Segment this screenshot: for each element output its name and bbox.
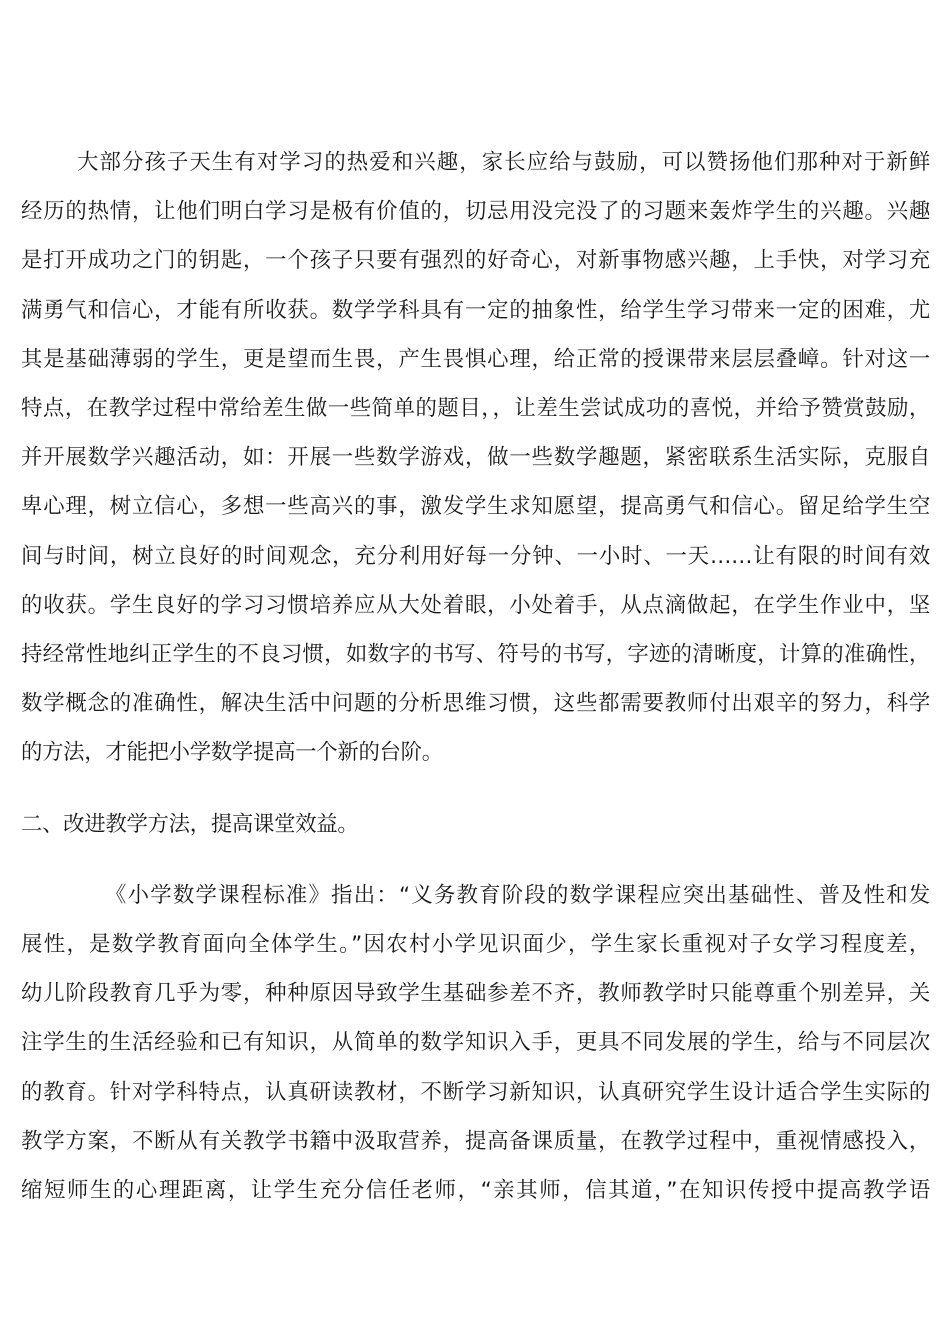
text-line: 数学概念的准确性，解决生活中问题的分析思维习惯，这些都需要教师付出艰辛的努力，科学 [21,691,930,717]
text-line: 是打开成功之门的钥匙，一个孩子只要有强烈的好奇心，对新事物感兴趣，上手快，对学习充 [21,248,930,274]
section-heading: 二、改进教学方法，提高课堂效益。 [21,811,359,837]
paragraph-1 [21,138,930,778]
text-line: 《小学数学课程标准》指出：“义务教育阶段的数学课程应突出基础性、普及性和发 [105,882,930,908]
text-line: 缩短师生的心理距离，让学生充分信任老师，“亲其师，信其道，”在知识传授中提高教学语 [21,1178,930,1204]
text-line: 经历的热情，让他们明白学习是极有价值的，切忌用没完没了的习题来轰炸学生的兴趣。兴趣 [21,199,930,225]
text-line: 并开展数学兴趣活动，如：开展一些数学游戏，做一些数学趣题，紧密联系生活实际，克服自 [21,445,930,471]
document-page [21,138,930,1215]
text-line: 特点，在教学过程中常给差生做一些简单的题目，，让差生尝试成功的喜悦，并给予赞赏鼓励， [21,396,930,422]
text-line: 大部分孩子天生有对学习的热爱和兴趣，家长应给与鼓励，可以赞扬他们那种对于新鲜 [77,150,930,175]
text-line: 展性，是数学教育面向全体学生。”因农村小学见识面少，学生家长重视对子女学习程度差， [21,932,930,958]
text-line: 间与时间，树立良好的时间观念，充分利用好每一分钟、一小时、一天……让有限的时间有效 [21,543,930,569]
text-line: 注学生的生活经验和已有知识，从简单的数学知识入手，更具不同发展的学生，给与不同层次 [21,1030,930,1056]
text-line: 的收获。学生良好的学习习惯培养应从大处着眼，小处着手，从点滴做起，在学生作业中，坚 [21,592,930,618]
text-line: 幼儿阶段教育几乎为零，种种原因导致学生基础参差不齐，教师教学时只能尊重个别差异，关 [21,981,930,1007]
text-line: 满勇气和信心，才能有所收获。数学学科具有一定的抽象性，给学生学习带来一定的困难，尤 [21,297,930,323]
text-line: 卑心理，树立信心，多想一些高兴的事，激发学生求知愿望，提高勇气和信心。留足给学生空 [21,494,930,520]
text-line: 的教育。针对学科特点，认真研读教材，不断学习新知识，认真研究学生设计适合学生实际的 [21,1079,930,1105]
text-line: 教学方案，不断从有关教学书籍中汲取营养，提高备课质量，在教学过程中，重视情感投入， [21,1128,930,1154]
paragraph-2 [21,871,930,1215]
text-line: 其是基础薄弱的学生，更是望而生畏，产生畏惧心理，给正常的授课带来层层叠嶂。针对这一 [21,346,930,372]
text-line: 的方法，才能把小学数学提高一个新的台阶。 [21,740,443,766]
text-line: 持经常性地纠正学生的不良习惯，如数字的书写、符号的书写，字迹的清晰度，计算的准确性， [21,642,930,668]
